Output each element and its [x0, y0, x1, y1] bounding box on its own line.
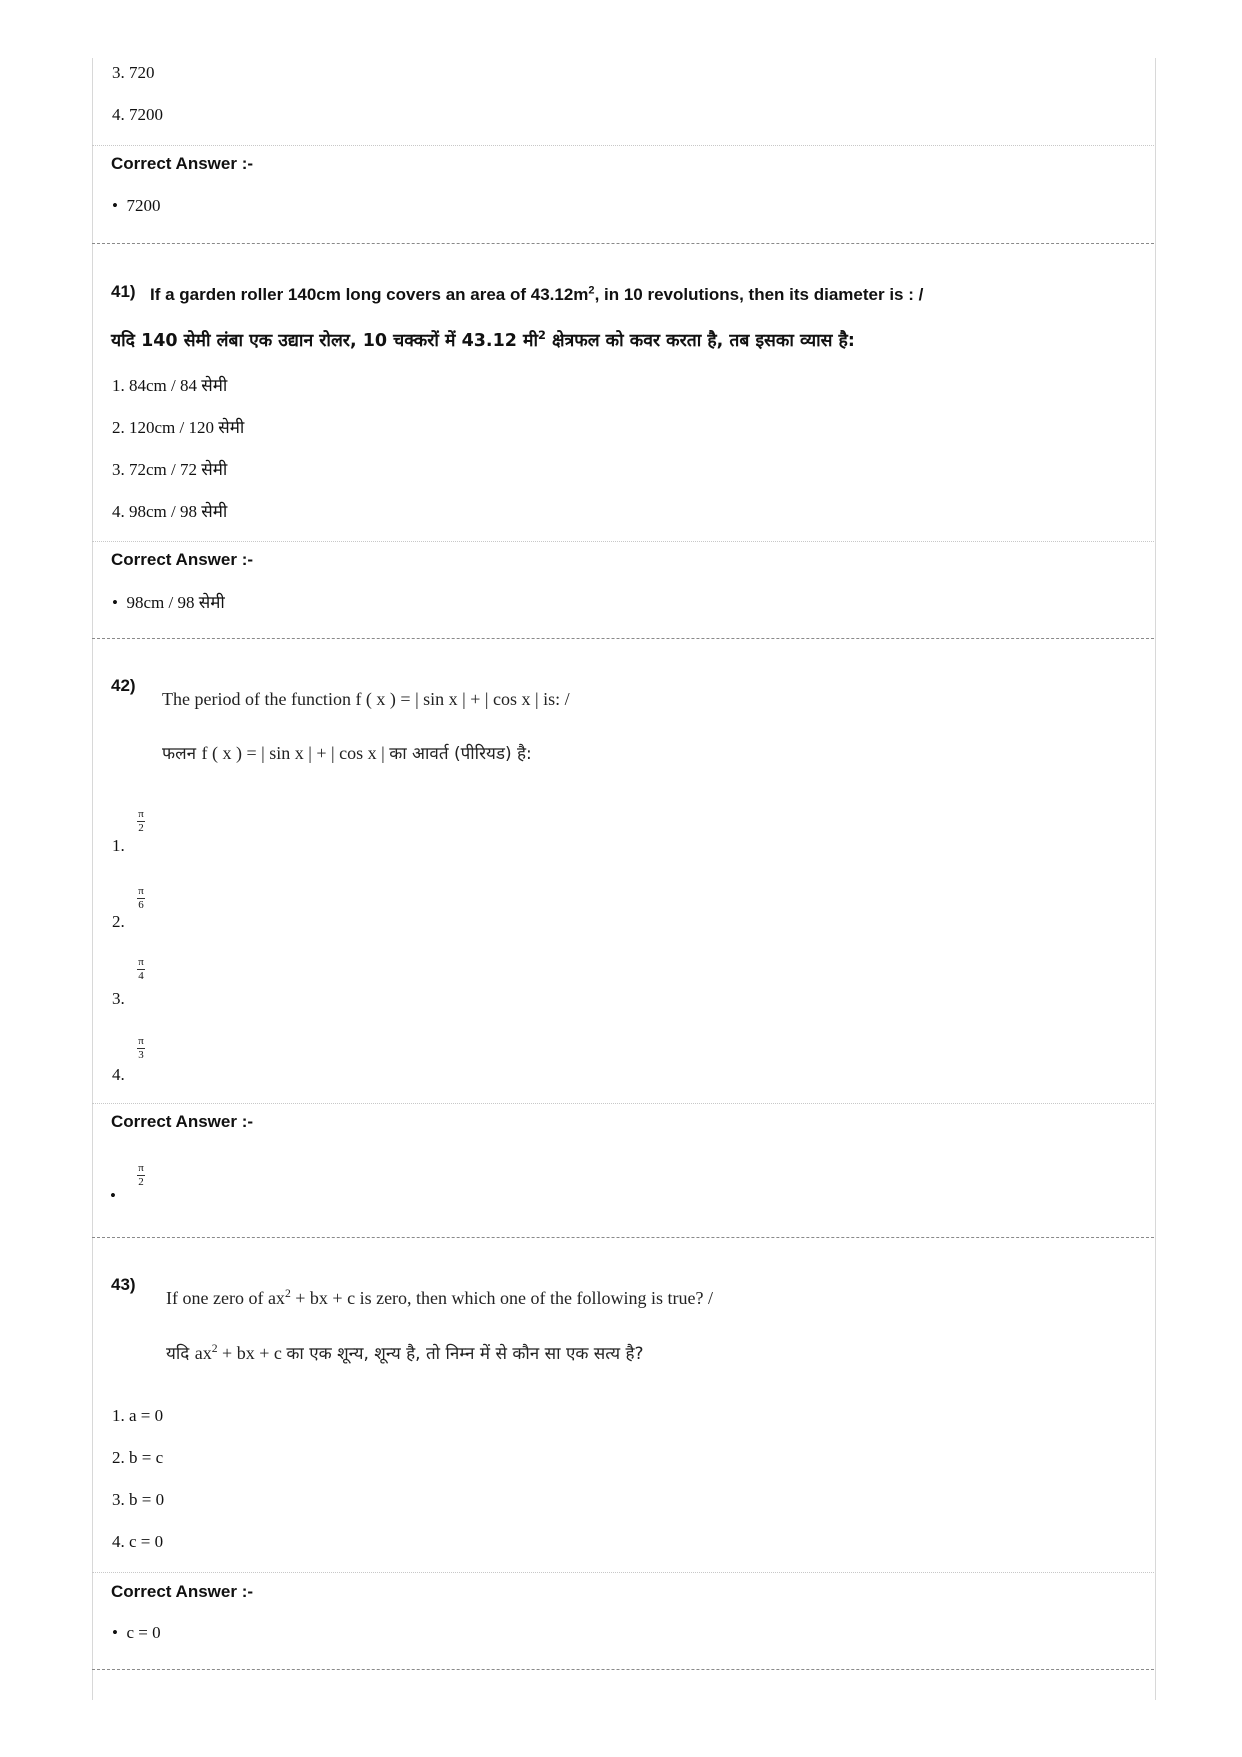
option-4: 4. 7200 — [112, 105, 163, 124]
option-1: 1. a = 0 — [112, 1406, 164, 1425]
correct-answer-fraction: π 2 — [138, 1162, 144, 1188]
correct-answer-label: Correct Answer :- — [111, 1582, 254, 1601]
divider — [92, 1572, 1154, 1573]
option-4: 4. c = 0 — [112, 1532, 164, 1551]
question-text-en: If a garden roller 140cm long covers an area of $43.12m^2$, in 10 revolutions, then its diameter is : / — [150, 284, 924, 304]
question-text-hi: यदि 140 सेमी लंबा एक उद्यान रोलर, 10 चक्करों में 43.12 मी$^2$ क्षेत्रफल को कवर करता है, तब इसका व्यास है: — [111, 328, 855, 351]
correct-answer-value: • 98cm / 98 सेमी — [112, 593, 225, 613]
question-text-en: The period of the function f ( x ) = | sin x | + | cos x | is: / — [162, 689, 570, 709]
option-2: 2. b = c — [112, 1448, 164, 1467]
option-1: 1. 84cm / 84 सेमी — [112, 376, 228, 396]
correct-answer-value: • c = 0 — [112, 1623, 161, 1642]
pi-over-4-fraction: π 4 — [138, 956, 144, 982]
question-separator — [92, 638, 1154, 639]
pi-over-2-fraction: π 2 — [138, 808, 144, 834]
pi-over-3-fraction: π 3 — [138, 1035, 144, 1061]
divider — [92, 541, 1154, 542]
option-3: 3. — [112, 989, 125, 1008]
option-2: 2. — [112, 912, 125, 931]
question-separator — [92, 1237, 1154, 1238]
bullet-icon: • — [112, 196, 118, 215]
question-text-en: If one zero of $ax^2$ + bx + c is zero, then which one of the following is true? / — [166, 1287, 713, 1308]
question-text-hi: यदि $ax^2$ + bx + c का एक शून्य, शून्य है, तो निम्न में से कौन सा एक सत्य है? — [166, 1342, 644, 1364]
option-3: 3. 72cm / 72 सेमी — [112, 460, 228, 480]
bullet-icon: • — [110, 1186, 116, 1205]
correct-answer-label: Correct Answer :- — [111, 154, 254, 173]
pi-over-6-fraction: π 6 — [138, 885, 144, 911]
bullet-icon: • — [112, 593, 118, 612]
question-number: 41) — [111, 282, 136, 301]
question-separator — [92, 243, 1154, 244]
divider — [92, 1103, 1154, 1104]
option-3: 3. 720 — [112, 63, 155, 82]
option-2: 2. 120cm / 120 सेमी — [112, 418, 245, 438]
question-number: 42) — [111, 676, 136, 695]
question-separator — [92, 1669, 1154, 1670]
question-number: 43) — [111, 1275, 136, 1294]
option-4: 4. — [112, 1065, 125, 1084]
option-4: 4. 98cm / 98 सेमी — [112, 502, 228, 522]
bullet-icon: • — [112, 1623, 118, 1642]
option-1: 1. — [112, 836, 125, 855]
correct-answer-label: Correct Answer :- — [111, 1112, 254, 1131]
correct-answer-label: Correct Answer :- — [111, 550, 254, 569]
correct-answer-value: • 7200 — [112, 196, 161, 215]
divider — [92, 145, 1154, 146]
option-3: 3. b = 0 — [112, 1490, 165, 1509]
question-text-hi: फलन f ( x ) = | sin x | + | cos x | का आवर्त (पीरियड) है: — [162, 743, 532, 764]
